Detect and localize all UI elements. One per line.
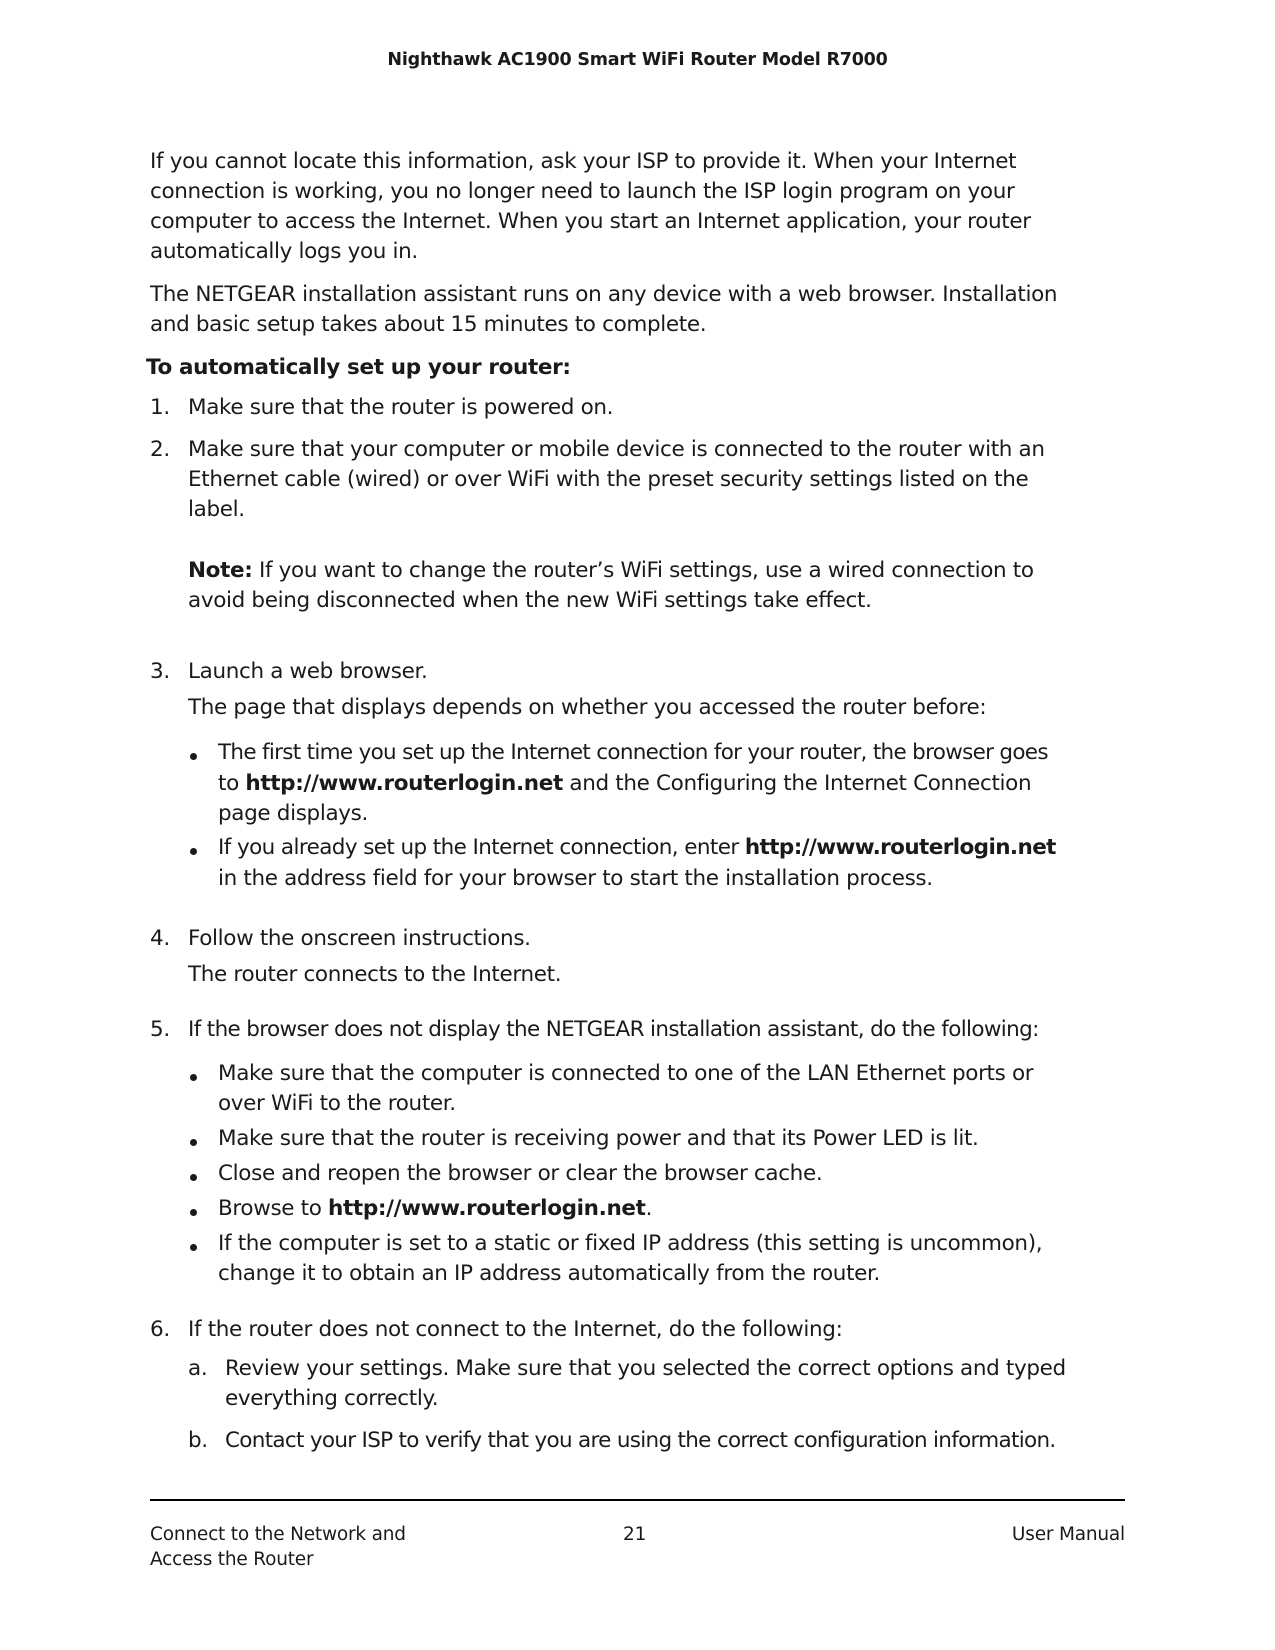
text: to [218, 771, 246, 796]
bullet-icon [190, 1209, 197, 1216]
step-text: Make sure that your computer or mobile device is connected to the router with an [188, 437, 1045, 462]
procedure-heading: To automatically set up your router: [146, 355, 571, 380]
text-line: The NETGEAR installation assistant runs on any device with a web browser. Installation [150, 282, 1058, 307]
text: and the Configuring the Internet Connection [562, 771, 1032, 796]
step-subtext: The page that displays depends on whether you accessed the router before: [188, 695, 987, 720]
text-line: computer to access the Internet. When you start an Internet application, your router [150, 209, 1031, 234]
running-header: Nighthawk AC1900 Smart WiFi Router Model R7000 [387, 50, 888, 70]
bullet-text: Make sure that the router is receiving power and that its Power LED is lit. [218, 1126, 979, 1151]
text-line: If you cannot locate this information, ask your ISP to provide it. When your Internet [150, 149, 1017, 174]
text: Browse to [218, 1196, 329, 1221]
text-line: automatically logs you in. [150, 239, 418, 264]
footer-chapter: Access the Router [150, 1549, 314, 1570]
note-text: avoid being disconnected when the new WiFi settings take effect. [188, 588, 872, 613]
bullet-text: Close and reopen the browser or clear the browser cache. [218, 1161, 823, 1186]
substep-letter: a. [188, 1356, 208, 1381]
substep-text: everything correctly. [225, 1386, 439, 1411]
text-line: and basic setup takes about 15 minutes to complete. [150, 312, 707, 337]
step-number: 3. [150, 659, 170, 684]
step-number: 5. [150, 1017, 170, 1042]
step-text: If the browser does not display the NETGEAR installation assistant, do the following: [188, 1017, 1039, 1042]
step-text: Ethernet cable (wired) or over WiFi with the preset security settings listed on the [188, 467, 1029, 492]
bullet-text [218, 833, 1056, 863]
bullet-text [218, 769, 1031, 799]
step-number: 4. [150, 926, 170, 951]
bullet-text: over WiFi to the router. [218, 1091, 456, 1116]
substep-letter: b. [188, 1428, 208, 1453]
url-link[interactable]: http://www.routerlogin.net [744, 835, 1056, 860]
step-text: Launch a web browser. [188, 659, 428, 684]
bullet-text: change it to obtain an IP address automatically from the router. [218, 1261, 881, 1286]
footer-doc-title: User Manual [1011, 1524, 1125, 1545]
step-text: label. [188, 497, 245, 522]
step-text: Make sure that the router is powered on. [188, 395, 614, 420]
note-text: If you want to change the router’s WiFi settings, use a wired connection to [252, 558, 1034, 583]
bullet-text: page displays. [218, 801, 369, 826]
url-link[interactable]: http://www.routerlogin.net [245, 771, 563, 796]
footer-divider [150, 1499, 1125, 1501]
step-text: If the router does not connect to the Internet, do the following: [188, 1317, 843, 1342]
text: If you already set up the Internet connection, enter [218, 835, 745, 860]
note [188, 556, 1034, 586]
text-line: connection is working, you no longer need to launch the ISP login program on your [150, 179, 1015, 204]
bullet-text: The first time you set up the Internet connection for your router, the browser goes [218, 740, 1048, 765]
bullet-text: in the address field for your browser to start the installation process. [218, 866, 933, 891]
step-number: 2. [150, 437, 170, 462]
bullet-icon [190, 1139, 197, 1146]
bullet-icon [190, 753, 197, 760]
url-link[interactable]: http://www.routerlogin.net [328, 1196, 646, 1221]
bullet-text: Make sure that the computer is connected to one of the LAN Ethernet ports or [218, 1061, 1034, 1086]
bullet-text: If the computer is set to a static or fixed IP address (this setting is uncommon), [218, 1231, 1043, 1256]
bullet-text [218, 1194, 652, 1224]
text: . [645, 1196, 653, 1221]
bullet-icon [190, 1074, 197, 1081]
footer-chapter: Connect to the Network and [150, 1524, 406, 1545]
step-number: 6. [150, 1317, 170, 1342]
substep-text: Review your settings. Make sure that you selected the correct options and typed [225, 1356, 1066, 1381]
bullet-icon [190, 1244, 197, 1251]
bullet-icon [190, 848, 197, 855]
substep-text: Contact your ISP to verify that you are using the correct configuration information. [225, 1428, 1056, 1453]
step-number: 1. [150, 395, 170, 420]
bullet-icon [190, 1174, 197, 1181]
step-subtext: The router connects to the Internet. [188, 962, 562, 987]
note-label: Note: [188, 558, 253, 583]
step-text: Follow the onscreen instructions. [188, 926, 531, 951]
page-number: 21 [623, 1524, 647, 1545]
